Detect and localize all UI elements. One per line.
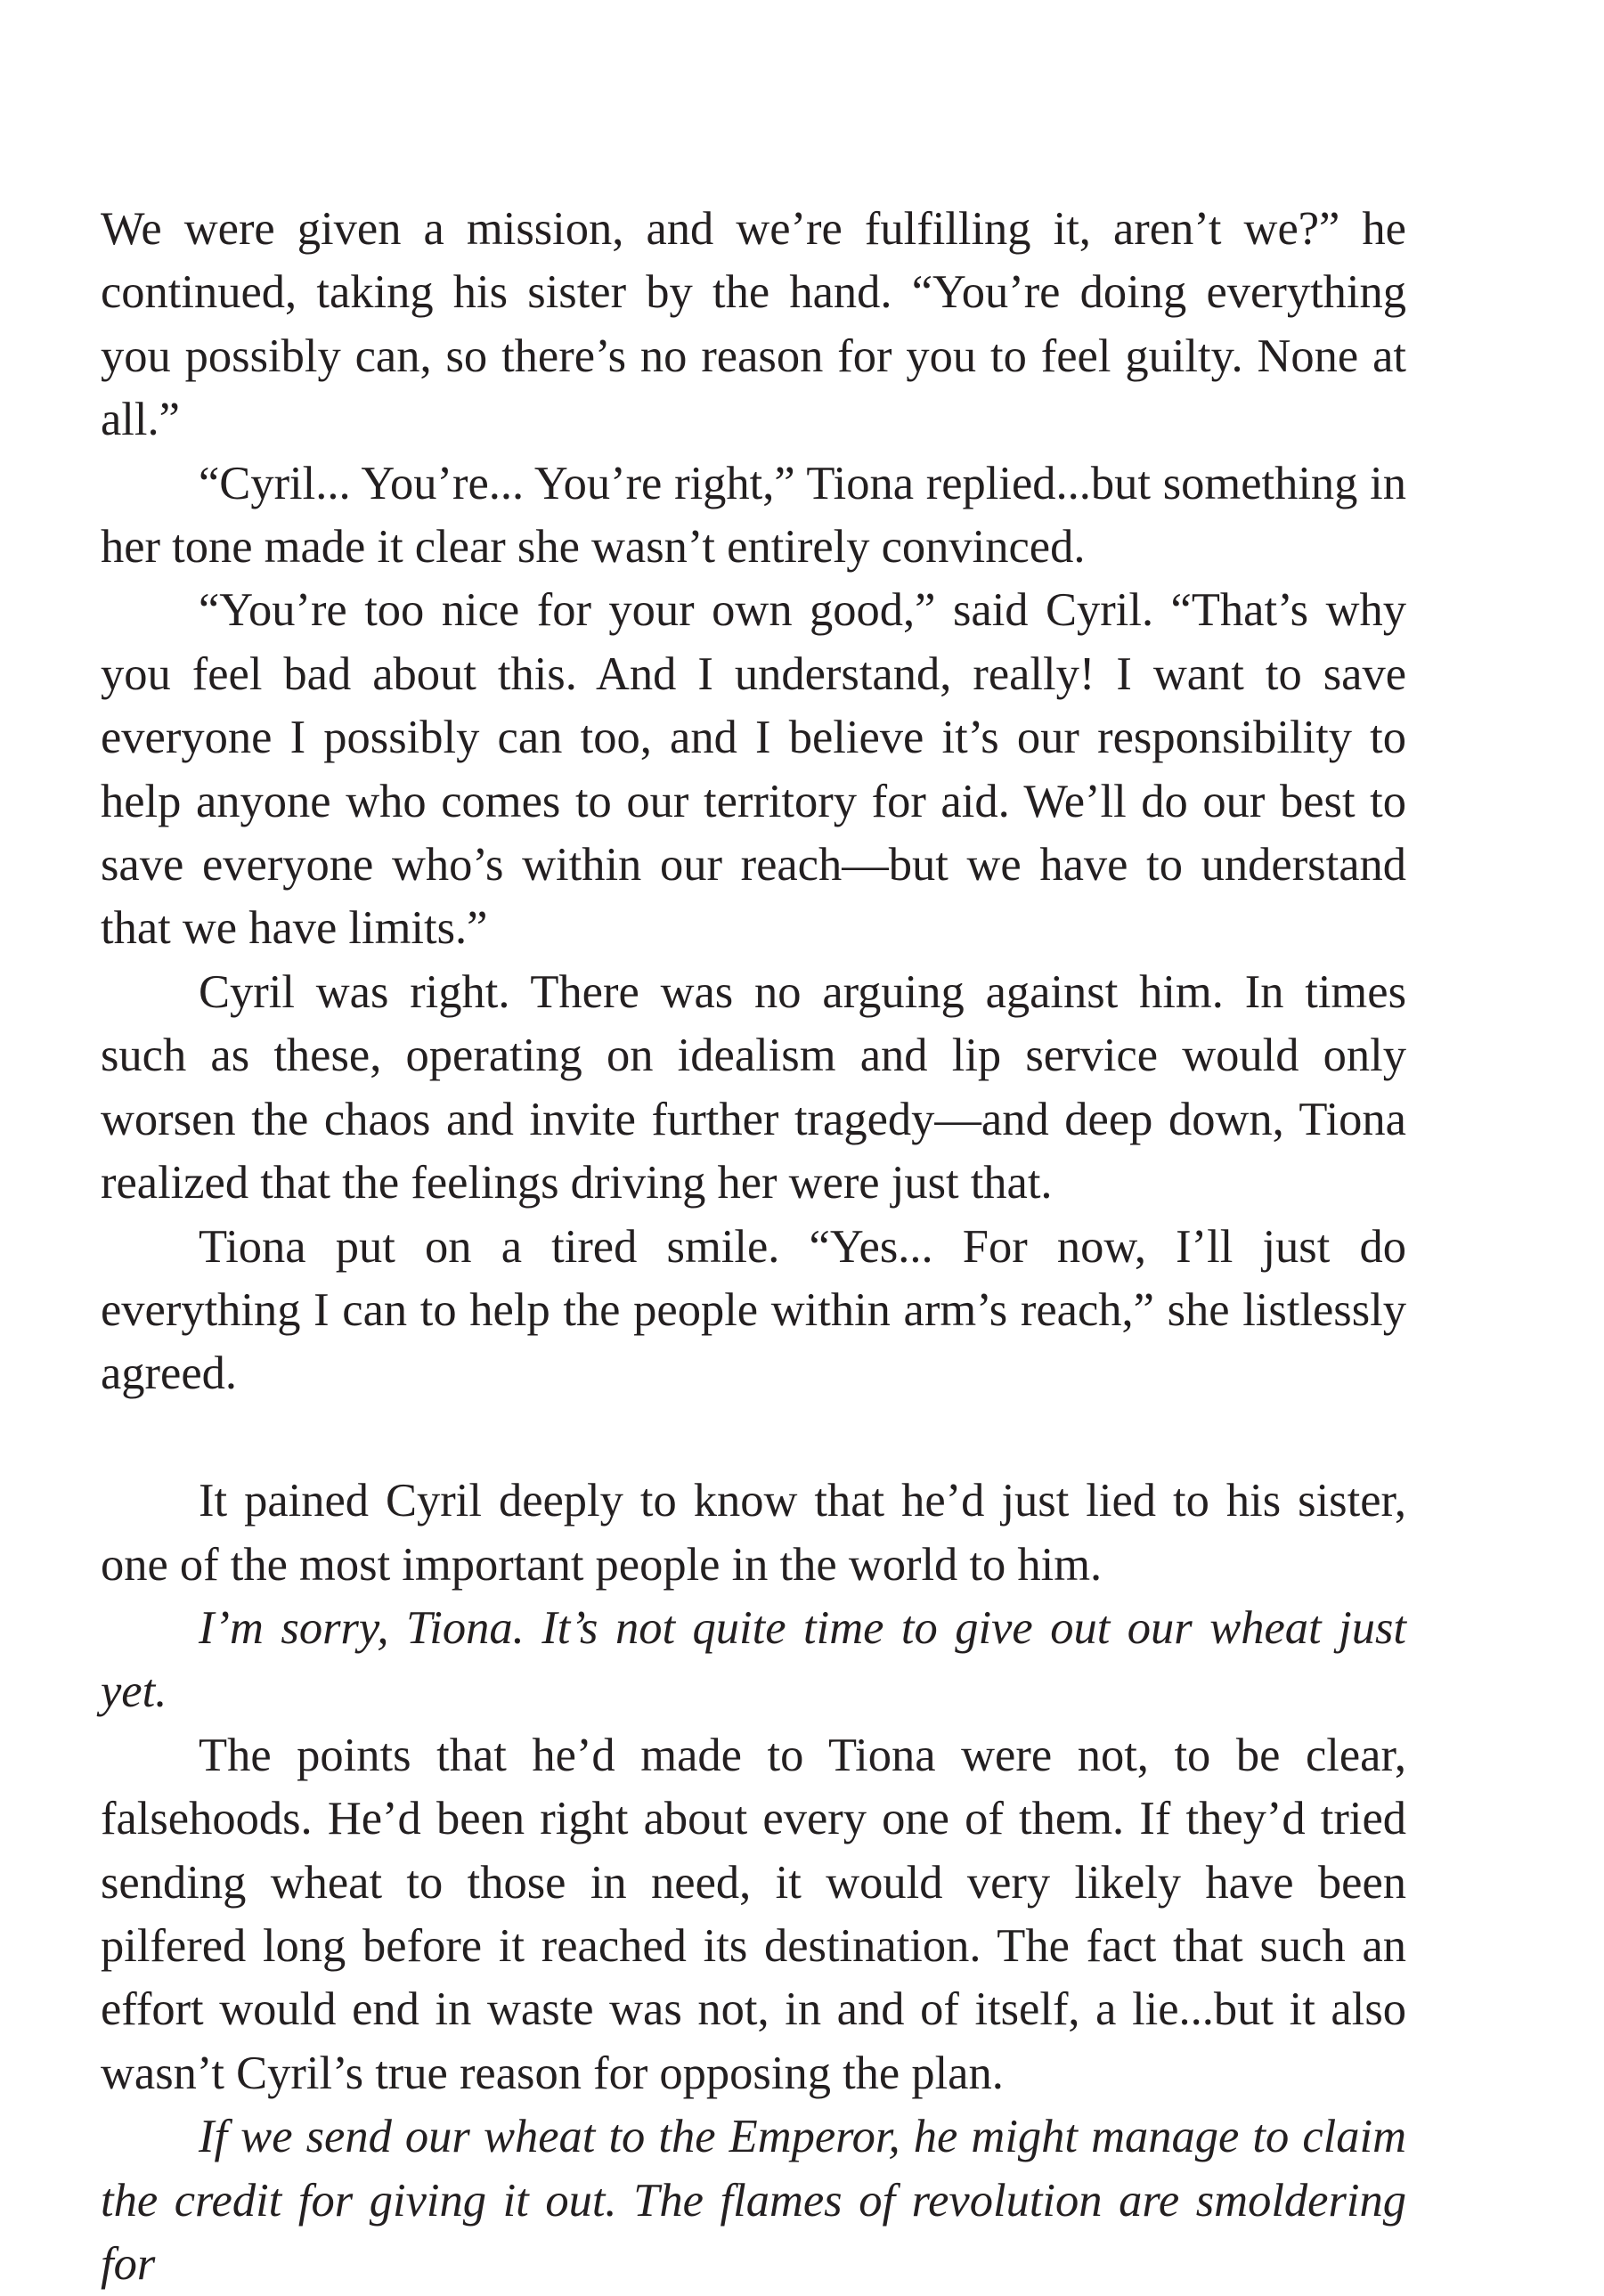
page-text (101, 198, 1406, 2296)
paragraph-6: It pained Cyril deeply to know that he’d just lied to his sister, one of the most important people in the world to him. (101, 1475, 1406, 1591)
paragraph-7-italic-thought: I’m sorry, Tiona. It’s not quite time to give out our wheat just yet. (101, 1601, 1406, 1718)
paragraph-4: Cyril was right. There was no arguing against him. In times such as these, operating on idealism and lip service would only worsen the chaos and invite further tragedy—and deep down, Tiona realized that the feelings driving her were just that. (101, 965, 1406, 1209)
paragraph-3: “You’re too nice for your own good,” said Cyril. “That’s why you feel bad about this. And I understand, really! I want to save everyone I possibly can too, and I believe it’s our responsibility to help anyone who comes to our territory for aid. We’ll do our best to save everyone who’s within our reach—but we have to understand that we have limits.” (101, 584, 1406, 955)
scene-break (101, 1406, 1406, 1470)
paragraph-5: Tiona put on a tired smile. “Yes... For now, I’ll just do everything I can to help the people within arm’s reach,” she listlessly agreed. (101, 1220, 1406, 1400)
paragraph-2: “Cyril... You’re... You’re right,” Tiona replied...but something in her tone made it clear she wasn’t entirely convinced. (101, 457, 1406, 574)
paragraph-8: The points that he’d made to Tiona were not, to be clear, falsehoods. He’d been right about every one of them. If they’d tried sending wheat to those in need, it would very likely have been pilfered long before it reached its destination. The fact that such an effort would end in waste was not, in and of itself, a lie...but it also wasn’t Cyril’s true reason for opposing the plan. (101, 1729, 1406, 2099)
paragraph-1: We were given a mission, and we’re fulfilling it, aren’t we?” he continued, taking his sister by the hand. “You’re doing everything you possibly can, so there’s no reason for you to feel guilty. None at all.” (101, 203, 1406, 446)
paragraph-9-italic-thought: If we send our wheat to the Emperor, he might manage to claim the credit for giving it out. The flames of revolution are smoldering for (101, 2111, 1406, 2290)
